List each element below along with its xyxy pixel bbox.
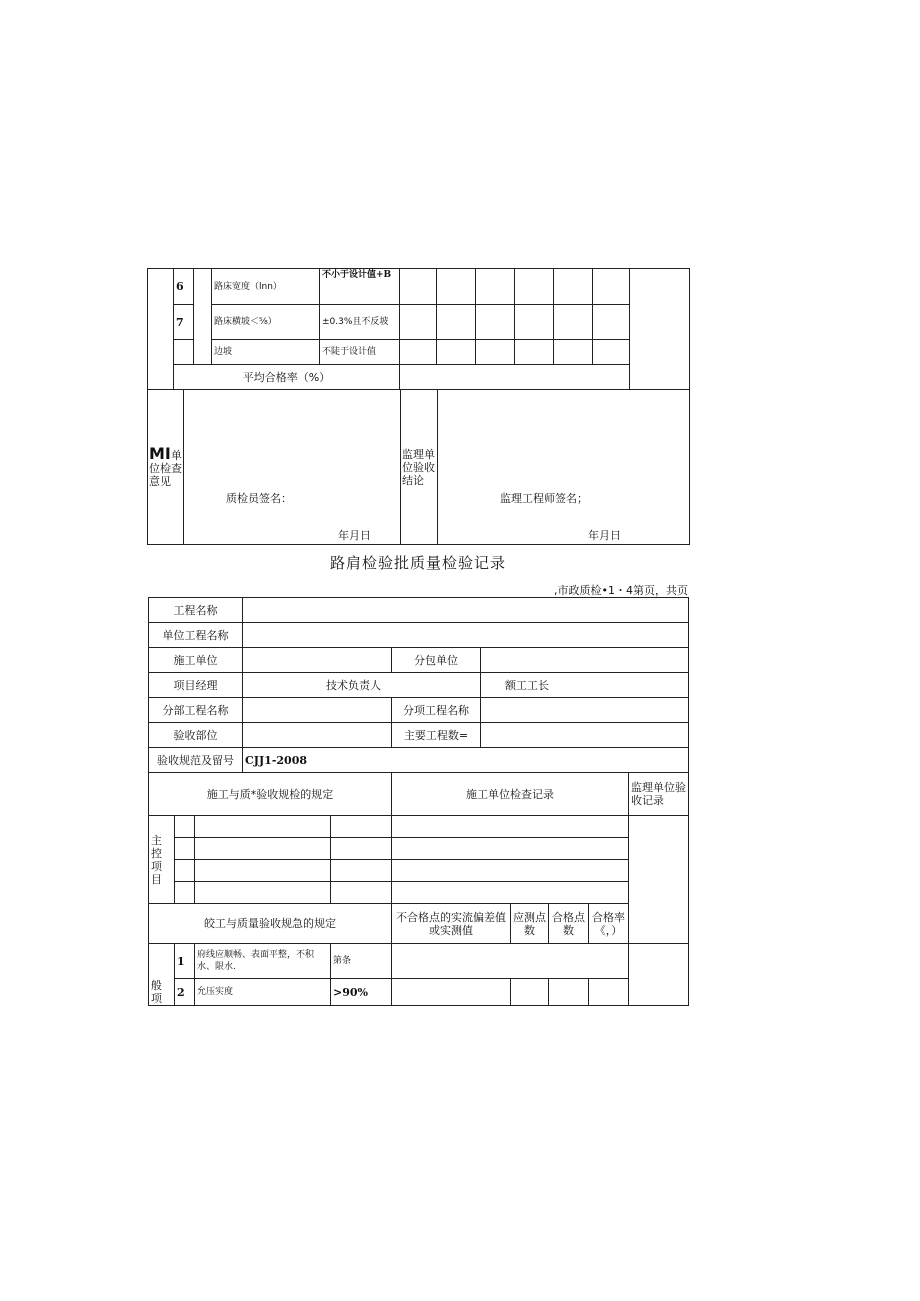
tech-lead-label: 技术负责人	[326, 679, 381, 692]
construction-opinion-label: 单位检查意见	[149, 448, 182, 488]
doc-number: ,市政质检•1・4第页，共页	[554, 584, 688, 597]
spec-header: 施工与质*验收规检的规定	[149, 773, 392, 816]
contractor-label: 施工单位	[149, 648, 243, 673]
item-name: 路床横坡＜⅝）	[212, 305, 320, 340]
acceptance-part-label: 验收部位	[149, 723, 243, 748]
project-name-value[interactable]	[243, 598, 689, 623]
standard-value: CJJ1-2008	[243, 748, 689, 773]
pass-points-header: 合格点数	[549, 904, 589, 944]
main-items-label: 主控项目	[149, 816, 175, 904]
record-header: 施工单位检查记录	[392, 773, 629, 816]
general-label: 般项	[149, 944, 175, 1006]
supervision-conclusion-label: 监理单位验收结论	[401, 390, 438, 545]
item-standard: 不陡于设计值	[320, 340, 400, 365]
general-spec-header: 皎工与质量验收规急的规定	[149, 904, 392, 944]
row-number: 2	[175, 979, 195, 1006]
engineer-date: 年月日	[588, 529, 621, 542]
pass-rate-header: 合格率《，）	[589, 904, 629, 944]
standard-label: 验收规范及留号	[149, 748, 243, 773]
project-name-label: 工程名称	[149, 598, 243, 623]
signoff-table	[147, 389, 690, 545]
item-standard: >90%	[331, 979, 392, 1006]
construction-prefix: MI	[149, 443, 171, 463]
table-row	[148, 365, 690, 390]
item-name: 府线应顺畅、表面平整，不积水、限水.	[195, 944, 331, 979]
inspection-body-table	[148, 772, 689, 1006]
pass-rate-label: 平均合格率（%）	[174, 365, 400, 390]
division-label: 分部工程名称	[149, 698, 243, 723]
item-name: 路床宽度（lnn）	[212, 269, 320, 305]
row-number: 6	[174, 269, 194, 305]
division-value[interactable]	[243, 698, 392, 723]
engineer-sign-label: 监理工程师签名；	[500, 492, 588, 505]
acceptance-part-value[interactable]	[243, 723, 392, 748]
subcontractor-label: 分包单位	[392, 648, 481, 673]
inspector-sign-label: 质检员签名：	[226, 492, 292, 505]
unit-project-value[interactable]	[243, 623, 689, 648]
pm-label: 项目经理	[149, 673, 243, 698]
supervision-header: 监理单位验收记录	[629, 773, 689, 816]
foreman-label: 额工工长	[481, 673, 689, 698]
unit-project-label: 单位工程名称	[149, 623, 243, 648]
inspector-date: 年月日	[338, 529, 371, 542]
form-title: 路肩检验批质量检验记录	[329, 554, 506, 572]
table-row	[148, 305, 690, 340]
table-row	[148, 340, 690, 365]
quantity-label: 主要工程数=	[392, 723, 481, 748]
item-standard: 第条	[331, 944, 392, 979]
row-number: 7	[174, 305, 194, 340]
item-standard: ±0.3%且不反坡	[320, 305, 400, 340]
form-header-table	[148, 597, 689, 773]
item-standard: 不小于设计值+B	[320, 269, 400, 305]
contractor-value[interactable]	[243, 648, 392, 673]
item-name: 边坡	[212, 340, 320, 365]
points-header: 应测点数	[511, 904, 549, 944]
top-inspection-table	[147, 268, 690, 390]
subcontractor-value[interactable]	[481, 648, 689, 673]
quantity-value[interactable]	[481, 723, 689, 748]
row-number: 1	[175, 944, 195, 979]
item-name: 允压实度	[195, 979, 331, 1006]
subitem-value[interactable]	[481, 698, 689, 723]
table-row	[148, 269, 690, 305]
deviation-header: 不合格点的实流偏差值或实测值	[392, 904, 511, 944]
subitem-label: 分项工程名称	[392, 698, 481, 723]
